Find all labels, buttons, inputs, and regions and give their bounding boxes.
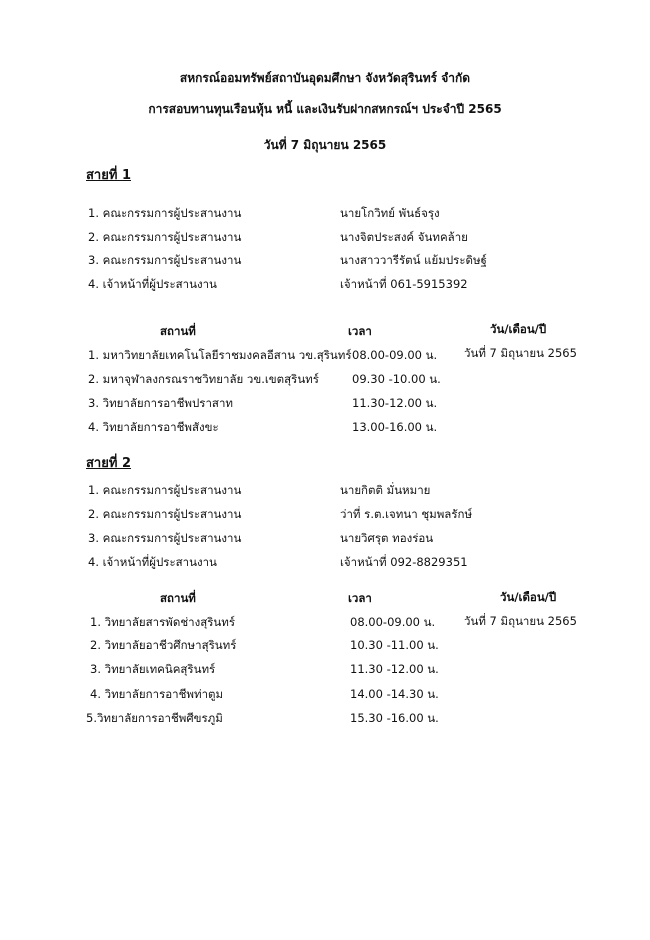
- org-title: สหกรณ์ออมทรัพย์สถาบันอุดมศึกษา จังหวัดสุรินทร์ จำกัด: [179, 71, 471, 85]
- route2-staff-name: เจ้าหน้าที่ 092-8829351: [340, 555, 468, 569]
- route2-schedule-time: 11.30 -12.00 น.: [350, 662, 439, 676]
- route1-staff-name: นายโกวิทย์ พันธ์จรุง: [340, 206, 440, 220]
- route2-staff-role: 1. คณะกรรมการผู้ประสานงาน: [88, 483, 242, 497]
- route1-col-date: วัน/เดือน/ปี: [490, 322, 547, 336]
- route2-col-time: เวลา: [348, 591, 372, 605]
- route2-staff-name: นายวิศรุต ทองร่อน: [340, 531, 434, 545]
- document-date: วันที่ 7 มิถุนายน 2565: [263, 138, 387, 152]
- route1-schedule-time: 13.00-16.00 น.: [352, 420, 438, 434]
- route2-schedule-place: 1. วิทยาลัยสารพัดช่างสุรินทร์: [90, 615, 236, 629]
- route1-staff-role: 4. เจ้าหน้าที่ผู้ประสานงาน: [88, 277, 217, 291]
- route1-schedule-place: 4. วิทยาลัยการอาชีพสังขะ: [88, 420, 219, 434]
- route2-title: สายที่ 2: [86, 456, 131, 471]
- route1-title: สายที่ 1: [86, 168, 131, 183]
- route1-staff-role: 1. คณะกรรมการผู้ประสานงาน: [88, 206, 242, 220]
- route1-schedule-time: 08.00-09.00 น.: [352, 348, 438, 362]
- route2-schedule-place: 4. วิทยาลัยการอาชีพท่าตูม: [90, 687, 224, 701]
- route2-staff-role: 4. เจ้าหน้าที่ผู้ประสานงาน: [88, 555, 217, 569]
- route2-col-place: สถานที่: [160, 591, 196, 605]
- route2-staff-name: นายกิตติ มั่นหมาย: [340, 483, 431, 497]
- route2-schedule-time: 08.00-09.00 น.: [350, 615, 436, 629]
- route1-schedule-place: 2. มหาจุฬาลงกรณราชวิทยาลัย วข.เขตสุรินทร์: [88, 372, 319, 386]
- route2-col-date: วัน/เดือน/ปี: [500, 590, 557, 604]
- route2-schedule-date: วันที่ 7 มิถุนายน 2565: [464, 614, 577, 628]
- route1-staff-role: 3. คณะกรรมการผู้ประสานงาน: [88, 253, 242, 267]
- route1-staff-name: นางสาววารีรัตน์ แย้มประดิษฐ์: [340, 253, 487, 267]
- route1-staff-name: เจ้าหน้าที่ 061-5915392: [340, 277, 468, 291]
- document-subtitle: การสอบทานทุนเรือนหุ้น หนี้ และเงินรับฝากสหกรณ์ฯ ประจำปี 2565: [148, 102, 502, 116]
- route2-schedule-time: 15.30 -16.00 น.: [350, 711, 439, 725]
- route2-schedule-time: 10.30 -11.00 น.: [350, 638, 439, 652]
- route1-col-place: สถานที่: [160, 324, 196, 338]
- route1-schedule-place: 3. วิทยาลัยการอาชีพปราสาท: [88, 396, 233, 410]
- route1-staff-name: นางจิตประสงค์ จันทคล้าย: [340, 230, 468, 244]
- route2-staff-role: 3. คณะกรรมการผู้ประสานงาน: [88, 531, 242, 545]
- route2-schedule-place: 2. วิทยาลัยอาชีวศึกษาสุรินทร์: [90, 638, 237, 652]
- route1-schedule-time: 09.30 -10.00 น.: [352, 372, 441, 386]
- route1-col-time: เวลา: [348, 324, 372, 338]
- route1-schedule-time: 11.30-12.00 น.: [352, 396, 438, 410]
- route1-schedule-date: วันที่ 7 มิถุนายน 2565: [464, 346, 577, 360]
- route2-staff-name: ว่าที่ ร.ต.เจทนา ชุมพลรักษ์: [340, 507, 473, 521]
- route2-schedule-place: 3. วิทยาลัยเทคนิคสุรินทร์: [90, 662, 216, 676]
- route1-staff-role: 2. คณะกรรมการผู้ประสานงาน: [88, 230, 242, 244]
- route2-schedule-time: 14.00 -14.30 น.: [350, 687, 439, 701]
- route1-schedule-place: 1. มหาวิทยาลัยเทคโนโลยีราชมงคลอีสาน วข.สุรินทร์: [88, 348, 352, 362]
- route2-schedule-place: 5.วิทยาลัยการอาชีพศีขรภูมิ: [86, 711, 223, 725]
- route2-staff-role: 2. คณะกรรมการผู้ประสานงาน: [88, 507, 242, 521]
